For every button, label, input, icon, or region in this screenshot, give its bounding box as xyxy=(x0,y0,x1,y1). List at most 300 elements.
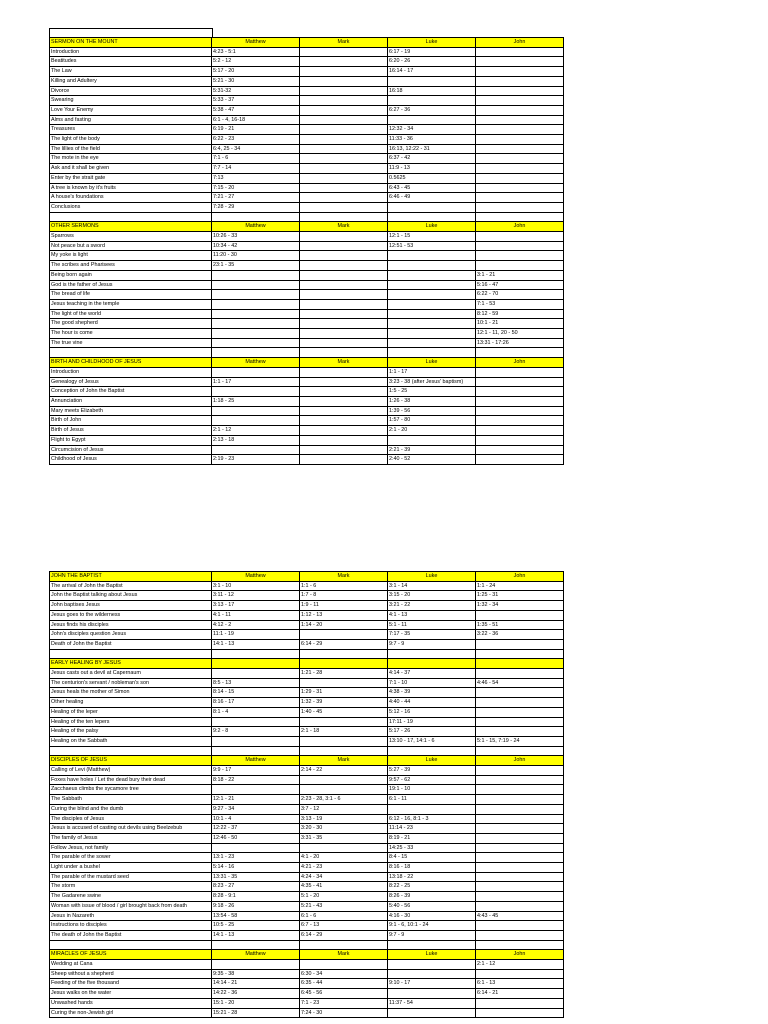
passage-topic: Jesus heals the mother of Simon xyxy=(50,688,212,698)
john-ref xyxy=(476,455,564,465)
john-ref: 1:25 - 31 xyxy=(476,591,564,601)
luke-ref: 6:37 - 42 xyxy=(388,154,476,164)
mark-ref xyxy=(300,319,388,329)
passage-topic: The disciples of Jesus xyxy=(50,814,212,824)
passage-topic: Jesus in Nazareth xyxy=(50,911,212,921)
table-row xyxy=(50,824,564,834)
section-title: BIRTH AND CHILDHOOD OF JESUS xyxy=(50,358,212,368)
empty-cell xyxy=(476,649,564,659)
passage-topic: Healing of the leper xyxy=(50,707,212,717)
matthew-ref: 4:23 - 5:1 xyxy=(212,47,300,57)
table-row xyxy=(50,173,564,183)
mark-ref xyxy=(300,338,388,348)
matthew-ref: 7:15 - 20 xyxy=(212,183,300,193)
luke-ref: 19:1 - 10 xyxy=(388,785,476,795)
john-ref: 13:31 - 17:26 xyxy=(476,338,564,348)
section-title: JOHN THE BAPTIST xyxy=(50,572,212,582)
matthew-ref: 1:1 - 17 xyxy=(212,377,300,387)
passage-topic: The Gadarene swine xyxy=(50,892,212,902)
table-row xyxy=(50,581,564,591)
luke-ref: 1:1 - 17 xyxy=(388,367,476,377)
luke-ref: 6:12 - 16, 8:1 - 3 xyxy=(388,814,476,824)
luke-ref xyxy=(388,309,476,319)
mark-ref xyxy=(300,86,388,96)
matthew-ref: 15:1 - 20 xyxy=(212,998,300,1008)
luke-ref: 7:1 - 10 xyxy=(388,678,476,688)
passage-topic: Jesus casts out a devil at Capernaum xyxy=(50,669,212,679)
table-row xyxy=(50,853,564,863)
john-ref xyxy=(476,804,564,814)
table-row xyxy=(50,329,564,339)
matthew-ref: 11:20 - 30 xyxy=(212,251,300,261)
mark-ref: 5:1 - 20 xyxy=(300,892,388,902)
column-header-matthew: Matthew xyxy=(212,38,300,48)
john-ref xyxy=(476,96,564,106)
mark-ref xyxy=(300,445,388,455)
matthew-ref: 8:18 - 22 xyxy=(212,775,300,785)
mark-ref xyxy=(300,76,388,86)
john-ref xyxy=(476,688,564,698)
luke-ref: 13:10 - 17, 14:1 - 6 xyxy=(388,736,476,746)
luke-ref: 1:57 - 80 xyxy=(388,416,476,426)
table-row xyxy=(50,630,564,640)
mark-ref xyxy=(300,775,388,785)
column-header-john: John xyxy=(476,222,564,232)
empty-cell xyxy=(476,348,564,358)
matthew-ref: 2:19 - 23 xyxy=(212,455,300,465)
matthew-ref xyxy=(212,367,300,377)
column-header-john xyxy=(476,659,564,669)
passage-topic: Unwashed hands xyxy=(50,998,212,1008)
john-ref xyxy=(476,435,564,445)
luke-ref xyxy=(388,280,476,290)
table-row xyxy=(50,435,564,445)
luke-ref: 5:27 - 39 xyxy=(388,766,476,776)
john-ref xyxy=(476,610,564,620)
mark-ref xyxy=(300,135,388,145)
matthew-ref: 11:1 - 19 xyxy=(212,630,300,640)
matthew-ref: 12:22 - 37 xyxy=(212,824,300,834)
john-ref: 3:1 - 21 xyxy=(476,270,564,280)
empty-cell xyxy=(388,212,476,222)
matthew-ref xyxy=(212,406,300,416)
table-row xyxy=(50,270,564,280)
matthew-ref: 14:1 - 13 xyxy=(212,639,300,649)
john-ref xyxy=(476,396,564,406)
table-row xyxy=(50,930,564,940)
mark-ref: 6:30 - 34 xyxy=(300,969,388,979)
column-header-mark: Mark xyxy=(300,950,388,960)
mark-ref xyxy=(300,367,388,377)
mark-ref: 2:23 - 28, 3:1 - 6 xyxy=(300,795,388,805)
luke-ref: 3:23 - 38 (after Jesus' baptism) xyxy=(388,377,476,387)
matthew-ref: 3:11 - 12 xyxy=(212,591,300,601)
table-row xyxy=(50,183,564,193)
table-row xyxy=(50,620,564,630)
mark-ref: 7:24 - 30 xyxy=(300,1008,388,1018)
matthew-ref: 5:33 - 37 xyxy=(212,96,300,106)
luke-ref xyxy=(388,989,476,999)
john-ref xyxy=(476,921,564,931)
luke-ref: 6:17 - 19 xyxy=(388,47,476,57)
matthew-ref: 9:9 - 17 xyxy=(212,766,300,776)
luke-ref: 14:25 - 33 xyxy=(388,843,476,853)
empty-cell xyxy=(50,746,212,756)
empty-cell xyxy=(50,348,212,358)
passage-topic: Enter by the strait gate xyxy=(50,173,212,183)
passage-topic: Jesus goes to the wilderness xyxy=(50,610,212,620)
column-header-mark xyxy=(300,659,388,669)
john-ref: 6:1 - 13 xyxy=(476,979,564,989)
table-row xyxy=(50,377,564,387)
mark-ref xyxy=(300,678,388,688)
table-row xyxy=(50,591,564,601)
table-row xyxy=(50,863,564,873)
passage-topic: Childhood of Jesus xyxy=(50,455,212,465)
mark-ref xyxy=(300,232,388,242)
table-row xyxy=(50,766,564,776)
passage-topic: Introduction xyxy=(50,47,212,57)
luke-ref: 11:9 - 13 xyxy=(388,164,476,174)
john-ref xyxy=(476,785,564,795)
matthew-ref: 12:1 - 21 xyxy=(212,795,300,805)
luke-ref: 9:10 - 17 xyxy=(388,979,476,989)
table-row xyxy=(50,872,564,882)
table-row xyxy=(50,416,564,426)
matthew-ref: 14:14 - 21 xyxy=(212,979,300,989)
matthew-ref: 5:31-32 xyxy=(212,86,300,96)
passage-topic: The hour is come xyxy=(50,329,212,339)
mark-ref xyxy=(300,47,388,57)
matthew-ref: 12:46 - 50 xyxy=(212,833,300,843)
matthew-ref: 2:1 - 12 xyxy=(212,426,300,436)
john-ref: 1:35 - 51 xyxy=(476,620,564,630)
matthew-ref: 5:14 - 16 xyxy=(212,863,300,873)
mark-ref xyxy=(300,202,388,212)
passage-topic: The mote in the eye xyxy=(50,154,212,164)
mark-ref xyxy=(300,183,388,193)
mark-ref xyxy=(300,843,388,853)
mark-ref xyxy=(300,299,388,309)
matthew-ref: 9:18 - 26 xyxy=(212,901,300,911)
mark-ref: 1:40 - 45 xyxy=(300,707,388,717)
empty-cell xyxy=(212,212,300,222)
luke-ref xyxy=(388,76,476,86)
gospel-table-part-2 xyxy=(49,571,564,1018)
mark-ref: 1:32 - 39 xyxy=(300,698,388,708)
luke-ref: 8:22 - 25 xyxy=(388,882,476,892)
passage-topic: The scribes and Pharisees xyxy=(50,261,212,271)
passage-topic: My yoke is light xyxy=(50,251,212,261)
luke-ref: 9:7 - 9 xyxy=(388,930,476,940)
luke-ref: 12:51 - 53 xyxy=(388,241,476,251)
mark-ref xyxy=(300,396,388,406)
table-row xyxy=(50,319,564,329)
luke-ref: 8:4 - 15 xyxy=(388,853,476,863)
empty-cell xyxy=(388,940,476,950)
luke-ref: 11:37 - 54 xyxy=(388,998,476,1008)
column-header-john: John xyxy=(476,358,564,368)
john-ref xyxy=(476,416,564,426)
empty-cell xyxy=(50,212,212,222)
john-ref: 8:12 - 59 xyxy=(476,309,564,319)
john-ref xyxy=(476,367,564,377)
john-ref xyxy=(476,144,564,154)
matthew-ref: 6:1 - 4, 16-18 xyxy=(212,115,300,125)
column-header-john: John xyxy=(476,950,564,960)
column-header-luke xyxy=(388,659,476,669)
section-header-row xyxy=(50,222,564,232)
column-header-john: John xyxy=(476,756,564,766)
column-header-mark: Mark xyxy=(300,38,388,48)
john-ref xyxy=(476,154,564,164)
matthew-ref: 4:1 - 11 xyxy=(212,610,300,620)
mark-ref: 3:31 - 35 xyxy=(300,833,388,843)
mark-ref xyxy=(300,455,388,465)
table-row xyxy=(50,299,564,309)
mark-ref xyxy=(300,416,388,426)
passage-topic: John baptises Jesus xyxy=(50,601,212,611)
table-row xyxy=(50,989,564,999)
john-ref xyxy=(476,232,564,242)
passage-topic: Death of John the Baptist xyxy=(50,639,212,649)
passage-topic: The death of John the Baptist xyxy=(50,930,212,940)
john-ref xyxy=(476,824,564,834)
luke-ref xyxy=(388,96,476,106)
mark-ref: 1:14 - 20 xyxy=(300,620,388,630)
john-ref xyxy=(476,814,564,824)
table-row xyxy=(50,57,564,67)
column-header-mark: Mark xyxy=(300,358,388,368)
luke-ref: 5:12 - 16 xyxy=(388,707,476,717)
passage-topic: The good shepherd xyxy=(50,319,212,329)
table-row xyxy=(50,804,564,814)
table-row xyxy=(50,251,564,261)
table-row xyxy=(50,843,564,853)
matthew-ref: 10:1 - 4 xyxy=(212,814,300,824)
john-ref xyxy=(476,969,564,979)
matthew-ref: 10:5 - 25 xyxy=(212,921,300,931)
luke-ref: 8:16 - 18 xyxy=(388,863,476,873)
john-ref: 1:32 - 34 xyxy=(476,601,564,611)
mark-ref: 6:45 - 56 xyxy=(300,989,388,999)
passage-topic: Alms and fasting xyxy=(50,115,212,125)
section-title: DISCIPLES OF JESUS xyxy=(50,756,212,766)
mark-ref: 1:7 - 8 xyxy=(300,591,388,601)
luke-ref: 4:16 - 30 xyxy=(388,911,476,921)
luke-ref: 8:19 - 21 xyxy=(388,833,476,843)
mark-ref: 7:1 - 23 xyxy=(300,998,388,1008)
matthew-ref: 6:4, 25 - 34 xyxy=(212,144,300,154)
luke-ref: 7:17 - 35 xyxy=(388,630,476,640)
mark-ref xyxy=(300,329,388,339)
table-row xyxy=(50,445,564,455)
matthew-ref: 2:13 - 18 xyxy=(212,435,300,445)
mark-ref xyxy=(300,309,388,319)
luke-ref: 12:1 - 15 xyxy=(388,232,476,242)
john-ref: 4:46 - 54 xyxy=(476,678,564,688)
passage-topic: Divorce xyxy=(50,86,212,96)
table-row xyxy=(50,261,564,271)
section-header-row xyxy=(50,572,564,582)
column-header-matthew: Matthew xyxy=(212,358,300,368)
section-header-row xyxy=(50,659,564,669)
passage-topic: The family of Jesus xyxy=(50,833,212,843)
mark-ref xyxy=(300,251,388,261)
passage-topic: Being born again xyxy=(50,270,212,280)
column-header-mark: Mark xyxy=(300,572,388,582)
column-header-matthew: Matthew xyxy=(212,950,300,960)
luke-ref: 6:20 - 26 xyxy=(388,57,476,67)
table-row xyxy=(50,979,564,989)
luke-ref: 11:33 - 36 xyxy=(388,135,476,145)
passage-topic: Ask and it shall be given xyxy=(50,164,212,174)
john-ref: 1:1 - 24 xyxy=(476,581,564,591)
luke-ref: 3:15 - 20 xyxy=(388,591,476,601)
passage-topic: Mary meets Elizabeth xyxy=(50,406,212,416)
luke-ref: 9:57 - 62 xyxy=(388,775,476,785)
passage-topic: A tree is known by it's fruits xyxy=(50,183,212,193)
table-row xyxy=(50,154,564,164)
passage-topic: Healing on the Sabbath xyxy=(50,736,212,746)
matthew-ref: 7:28 - 29 xyxy=(212,202,300,212)
john-ref xyxy=(476,377,564,387)
john-ref xyxy=(476,795,564,805)
table-row xyxy=(50,125,564,135)
luke-ref xyxy=(388,960,476,970)
luke-ref xyxy=(388,969,476,979)
matthew-ref: 9:2 - 8 xyxy=(212,727,300,737)
mark-ref xyxy=(300,193,388,203)
matthew-ref xyxy=(212,445,300,455)
table-row xyxy=(50,105,564,115)
column-header-matthew: Matthew xyxy=(212,572,300,582)
passage-topic: Curing the blind and the dumb xyxy=(50,804,212,814)
passage-topic: Follow Jesus, not family xyxy=(50,843,212,853)
luke-ref xyxy=(388,270,476,280)
john-ref xyxy=(476,717,564,727)
john-ref xyxy=(476,164,564,174)
mark-ref xyxy=(300,96,388,106)
luke-ref: 6:1 - 11 xyxy=(388,795,476,805)
passage-topic: Genealogy of Jesus xyxy=(50,377,212,387)
table-row xyxy=(50,727,564,737)
matthew-ref: 8:16 - 17 xyxy=(212,698,300,708)
john-ref xyxy=(476,998,564,1008)
column-header-luke: Luke xyxy=(388,222,476,232)
table-row xyxy=(50,280,564,290)
passage-topic: Treasures xyxy=(50,125,212,135)
luke-ref xyxy=(388,319,476,329)
empty-cell xyxy=(212,940,300,950)
empty-cell xyxy=(300,212,388,222)
passage-topic: Conclusions xyxy=(50,202,212,212)
section-title: OTHER SERMONS xyxy=(50,222,212,232)
mark-ref: 1:12 - 13 xyxy=(300,610,388,620)
matthew-ref xyxy=(212,843,300,853)
john-ref xyxy=(476,387,564,397)
passage-topic: Instructions to disciples xyxy=(50,921,212,931)
john-ref xyxy=(476,261,564,271)
mark-ref: 3:7 - 12 xyxy=(300,804,388,814)
matthew-ref xyxy=(212,290,300,300)
table-row xyxy=(50,76,564,86)
passage-topic: The parable of the mustard seed xyxy=(50,872,212,882)
empty-cell xyxy=(212,649,300,659)
matthew-ref: 23:1 - 35 xyxy=(212,261,300,271)
passage-topic: Conception of John the Baptist xyxy=(50,387,212,397)
table-row xyxy=(50,115,564,125)
mark-ref xyxy=(300,785,388,795)
table-row xyxy=(50,290,564,300)
column-header-luke: Luke xyxy=(388,572,476,582)
luke-ref: 11:14 - 23 xyxy=(388,824,476,834)
column-header-john: John xyxy=(476,572,564,582)
mark-ref xyxy=(300,115,388,125)
table-row xyxy=(50,241,564,251)
table-row xyxy=(50,193,564,203)
matthew-ref xyxy=(212,329,300,339)
john-ref xyxy=(476,202,564,212)
luke-ref: 6:46 - 49 xyxy=(388,193,476,203)
matthew-ref: 5:17 - 20 xyxy=(212,67,300,77)
passage-topic: Beatitudes xyxy=(50,57,212,67)
mark-ref xyxy=(300,261,388,271)
mark-ref: 3:20 - 30 xyxy=(300,824,388,834)
luke-ref: 5:40 - 56 xyxy=(388,901,476,911)
empty-cell xyxy=(476,212,564,222)
passage-topic: The arrival of John the Baptist xyxy=(50,581,212,591)
john-ref xyxy=(476,872,564,882)
passage-topic: Not peace but a sword xyxy=(50,241,212,251)
passage-topic: Flight to Egypt xyxy=(50,435,212,445)
luke-ref xyxy=(388,202,476,212)
matthew-ref: 7:1 - 6 xyxy=(212,154,300,164)
table-row xyxy=(50,669,564,679)
luke-ref: 2:40 - 52 xyxy=(388,455,476,465)
john-ref xyxy=(476,930,564,940)
passage-topic: Calling of Levi (Matthew) xyxy=(50,766,212,776)
mark-ref xyxy=(300,154,388,164)
mark-ref xyxy=(300,960,388,970)
john-ref: 7:1 - 53 xyxy=(476,299,564,309)
empty-cell xyxy=(300,649,388,659)
mark-ref: 2:14 - 22 xyxy=(300,766,388,776)
table-row xyxy=(50,367,564,377)
empty-cell xyxy=(50,940,212,950)
matthew-ref xyxy=(212,717,300,727)
luke-ref: 16:18 xyxy=(388,86,476,96)
passage-topic: The centurion's servant / nobleman's son xyxy=(50,678,212,688)
passage-topic: Love Your Enemy xyxy=(50,105,212,115)
table-row xyxy=(50,921,564,931)
matthew-ref xyxy=(212,299,300,309)
passage-topic: Healing of the palsy xyxy=(50,727,212,737)
matthew-ref xyxy=(212,416,300,426)
passage-topic: Other healing xyxy=(50,698,212,708)
passage-topic: Foxes have holes / Let the dead bury their dead xyxy=(50,775,212,785)
mark-ref xyxy=(300,377,388,387)
luke-ref: 8:26 - 39 xyxy=(388,892,476,902)
table-row xyxy=(50,814,564,824)
john-ref: 6:14 - 21 xyxy=(476,989,564,999)
table-row xyxy=(50,775,564,785)
mark-ref xyxy=(300,280,388,290)
john-ref: 2:1 - 12 xyxy=(476,960,564,970)
john-ref xyxy=(476,882,564,892)
passage-topic: The Sabbath xyxy=(50,795,212,805)
empty-cell xyxy=(50,649,212,659)
